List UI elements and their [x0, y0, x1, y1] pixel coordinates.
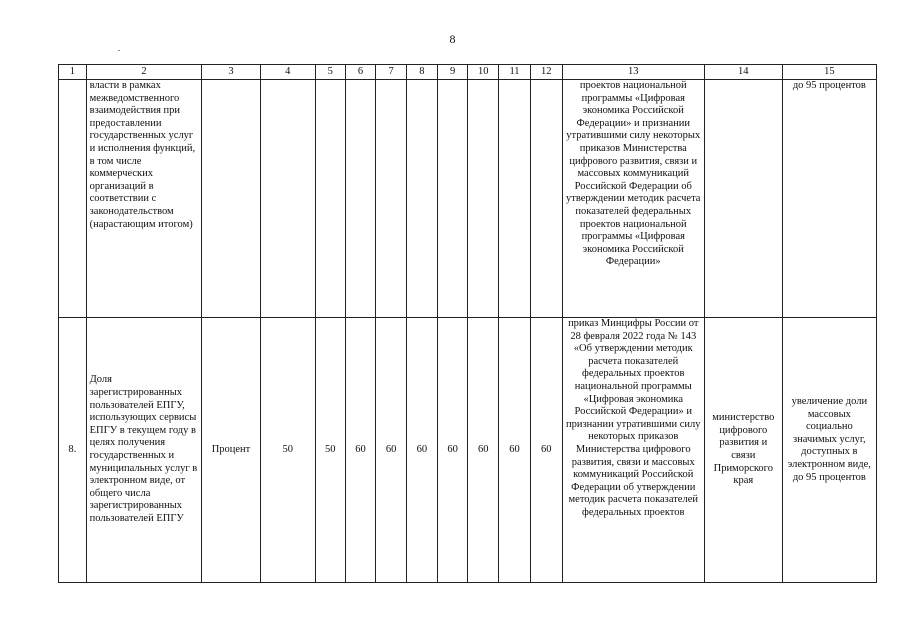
row8-value-c12: 60 [530, 318, 562, 583]
row8-unit: Процент [202, 318, 260, 583]
row-cont-c4 [260, 80, 315, 318]
row8-indicator-name: Доля зарегистрированных пользователей ЕПГУ, использующих сервисы ЕПГУ в текущем году в целях получения государственных и муниципальных услуг в электронном виде, от общего числа зарегистрированных пользователей ЕПГУ [86, 318, 202, 583]
row-cont-c9 [437, 80, 468, 318]
row-cont-c3 [202, 80, 260, 318]
row-cont-c10 [468, 80, 499, 318]
row-cont-c1 [59, 80, 87, 318]
row8-expected-result-cell [782, 318, 876, 583]
row8-value-c7: 60 [376, 318, 407, 583]
row8-responsible: министерство цифрового развития и связи Приморского края [704, 318, 782, 583]
row-cont-c8 [407, 80, 438, 318]
page-number: 8 [449, 32, 456, 46]
row-cont-expected-result: до 95 процентов [782, 80, 876, 318]
row8-value-c4: 50 [260, 318, 315, 583]
col-num-8: 8 [407, 65, 438, 80]
row-cont-c5 [315, 80, 345, 318]
col-num-12: 12 [530, 65, 562, 80]
col-num-6: 6 [345, 65, 376, 80]
row8-number: 8. [59, 318, 87, 583]
row-cont-c12 [530, 80, 562, 318]
col-num-4: 4 [260, 65, 315, 80]
row-cont-c11 [499, 80, 531, 318]
col-num-10: 10 [468, 65, 499, 80]
col-num-9: 9 [437, 65, 468, 80]
col-num-3: 3 [202, 65, 260, 80]
row-cont-c7 [376, 80, 407, 318]
row8-value-c9: 60 [437, 318, 468, 583]
col-num-1: 1 [59, 65, 87, 80]
row8-expected-result: увеличение доли массовых социально значимых услуг, доступных в электронном виде, до 95 процентов [787, 396, 871, 483]
column-number-row [59, 65, 877, 80]
row-cont-indicator-name: власти в рамках межведомственного взаимодействия при предоставлении государственных услуг и исполнения функций, в том числе коммерческих организаций в соответствии с законодательством (нарастающим итогом) [86, 80, 202, 318]
row8-value-c8: 60 [407, 318, 438, 583]
col-num-11: 11 [499, 65, 531, 80]
col-num-14: 14 [704, 65, 782, 80]
row8-value-c11: 60 [499, 318, 531, 583]
col-num-2: 2 [86, 65, 202, 80]
row8-value-c5: 50 [315, 318, 345, 583]
row-cont-methodology: проектов национальной программы «Цифровая экономика Российской Федерации» и признании утратившими силу некоторых приказов Министерства цифрового развития, связи и массовых коммуникаций Российской Федерации об утверждении методик расчета показателей федеральных проектов национальной программы «Цифровая экономика Российской Федерации» [562, 80, 704, 318]
col-num-13: 13 [562, 65, 704, 80]
table-row-continued [59, 80, 877, 318]
scan-speck [118, 50, 120, 51]
indicators-table [58, 64, 877, 583]
row8-value-c10: 60 [468, 318, 499, 583]
row-cont-c6 [345, 80, 376, 318]
row-cont-c14 [704, 80, 782, 318]
row8-methodology: приказ Минцифры России от 28 февраля 2022 года № 143 «Об утверждении методик расчета показателей федеральных проектов национальной программы «Цифровая экономика Российской Федерации» и признании утратившими силу некоторых приказов Министерства цифрового развития, связи и массовых коммуникаций Российской Федерации об утверждении методик расчета показателей федеральных проектов [565, 318, 701, 518]
row8-value-c6: 60 [345, 318, 376, 583]
row8-methodology-cell [562, 318, 704, 583]
col-num-15: 15 [782, 65, 876, 80]
col-num-5: 5 [315, 65, 345, 80]
col-num-7: 7 [376, 65, 407, 80]
table-row-8 [59, 318, 877, 583]
